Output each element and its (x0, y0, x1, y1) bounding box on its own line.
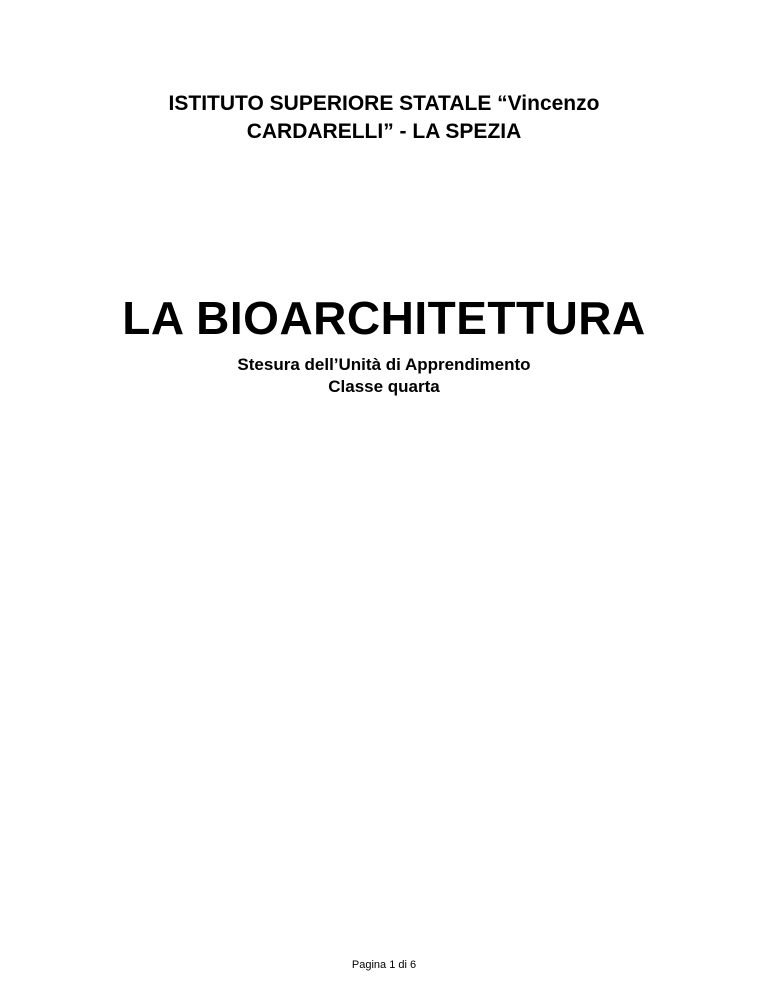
document-subtitle (0, 354, 768, 398)
page-number-footer: Pagina 1 di 6 (351, 959, 417, 971)
subtitle-line-1: Stesura dell’Unità di Apprendimento (237, 355, 531, 374)
institute-line-2: CARDARELLI” - LA SPEZIA (246, 120, 522, 143)
institute-line-1: ISTITUTO SUPERIORE STATALE “Vincenzo (168, 92, 600, 115)
document-title: LA BIOARCHITETTURA (122, 292, 646, 344)
subtitle-line-2: Classe quarta (328, 377, 440, 396)
institute-heading (0, 90, 768, 146)
